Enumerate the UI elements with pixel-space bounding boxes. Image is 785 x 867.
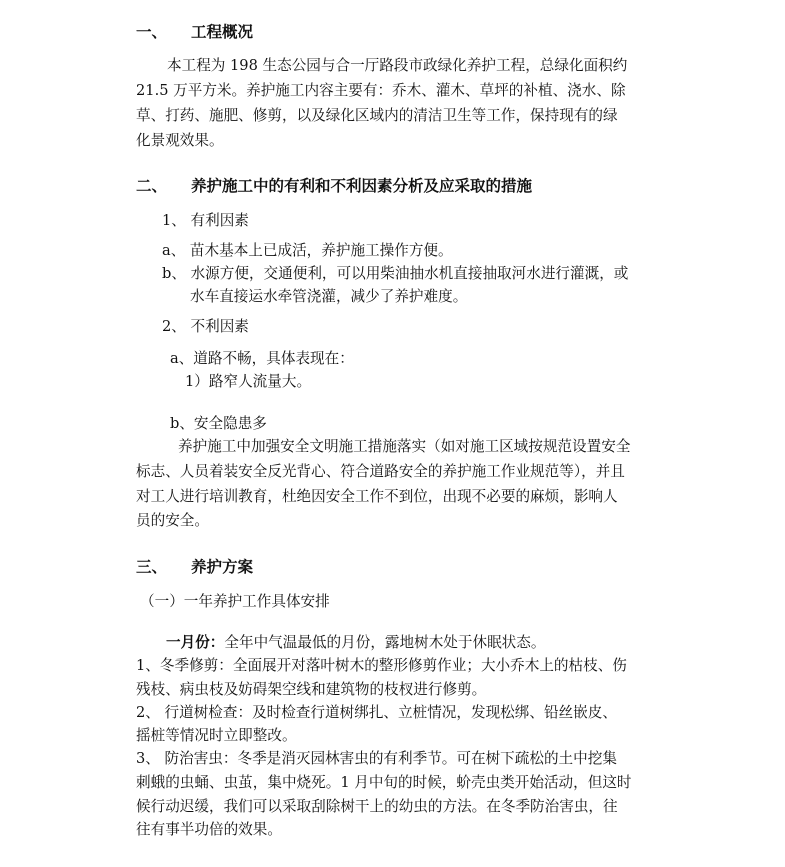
section-2-sub2: 2、 不利因素 (162, 318, 249, 335)
section-2-number: 二、 (136, 177, 168, 195)
section-2-para-line-1: 养护施工中加强安全文明施工措施落实（如对施工区域按规范设置安全 (178, 438, 631, 455)
item-1-line-2: 残枝、病虫枝及妨碍架空线和建筑物的枝杈进行修剪。 (136, 681, 487, 698)
section-2-sub1-a: a、 苗木基本上已成活，养护施工操作方便。 (162, 242, 453, 259)
section-2-sub1-b-line-1: b、 水源方便，交通便利，可以用柴油抽水机直接抽取河水进行灌溉，或 (162, 265, 629, 282)
section-2-sub2-a: a、道路不畅，具体表现在： (170, 350, 354, 367)
section-1-para-line-4: 化景观效果。 (136, 132, 224, 149)
january-label: 一月份： (166, 634, 225, 651)
item-3-line-3: 候行动迟缓，我们可以采取刮除树干上的幼虫的方法。在冬季防治害虫，往 (136, 798, 618, 815)
section-3-number: 三、 (136, 558, 168, 576)
section-3-title: 养护方案 (191, 558, 254, 576)
section-2-sub2-a-1: 1）路窄人流量大。 (185, 373, 312, 390)
item-2-line-2: 摇桩等情况时立即整改。 (136, 727, 297, 744)
section-1-para-line-3: 草、打药、施肥、修剪，以及绿化区域内的清洁卫生等工作，保持现有的绿 (136, 107, 618, 124)
january-line (166, 633, 545, 653)
item-2-line-1: 2、 行道树检查：及时检查行道树绑扎、立桩情况，发现松绑、铅丝嵌皮、 (136, 704, 617, 721)
january-text: 全年中气温最低的月份，露地树木处于休眠状态。 (224, 634, 546, 651)
section-2-sub1-b-line-2: 水车直接运水牵管浇灌，减少了养护难度。 (190, 288, 468, 305)
section-1-title: 工程概况 (191, 23, 254, 41)
section-2-para-line-4: 员的安全。 (136, 512, 209, 529)
section-2-heading (136, 176, 532, 196)
section-3-heading (136, 557, 253, 577)
section-2-title: 养护施工中的有利和不利因素分析及应采取的措施 (191, 177, 533, 195)
item-3-line-4: 往有事半功倍的效果。 (136, 821, 282, 838)
section-2-sub2-b: b、安全隐患多 (170, 415, 267, 432)
section-1-heading (136, 22, 253, 42)
item-1-line-1: 1、冬季修剪：全面展开对落叶树木的整形修剪作业；大小乔木上的枯枝、伤 (136, 657, 627, 674)
section-1-number: 一、 (136, 23, 168, 41)
section-2-sub1: 1、 有利因素 (162, 212, 249, 229)
section-1-para-line-2: 21.5 万平方米。养护施工内容主要有：乔木、灌木、草坪的补植、浇水、除 (136, 82, 626, 99)
section-2-para-line-3: 对工人进行培训教育，杜绝因安全工作不到位，出现不必要的麻烦，影响人 (136, 488, 618, 505)
section-2-para-line-2: 标志、人员着装安全反光背心、符合道路安全的养护施工作业规范等），并且 (136, 463, 625, 480)
section-1-para-line-1: 本工程为 198 生态公园与合一厅路段市政绿化养护工程，总绿化面积约 (167, 57, 628, 74)
item-3-line-2: 刺蛾的虫蛹、虫茧，集中烧死。1 月中旬的时候，蚧壳虫类开始活动，但这时 (136, 774, 632, 791)
item-3-line-1: 3、 防治害虫：冬季是消灭园林害虫的有利季节。可在树下疏松的土中挖集 (136, 750, 617, 767)
section-3-sub1: （一）一年养护工作具体安排 (140, 593, 330, 610)
